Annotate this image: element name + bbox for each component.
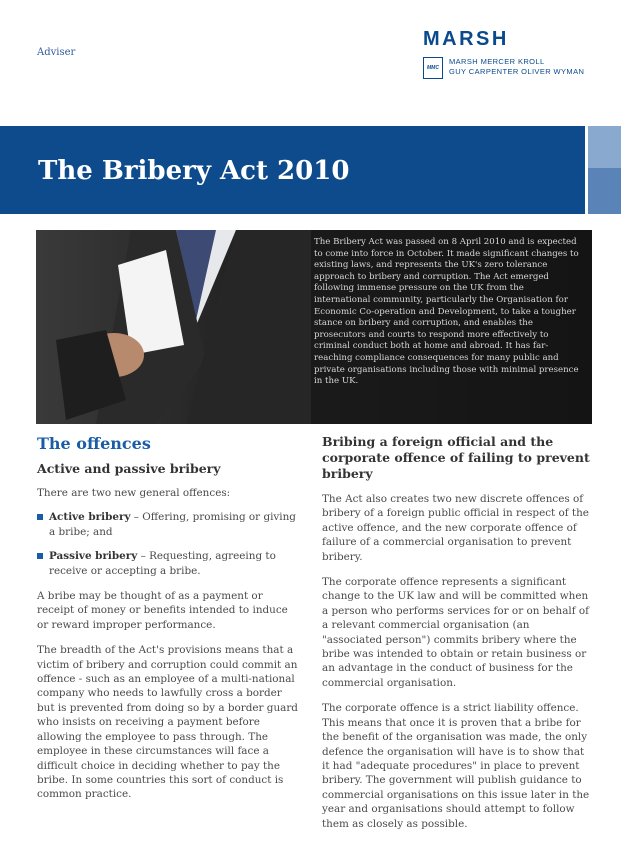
marsh-logo — [423, 28, 603, 79]
page-title: The Bribery Act 2010 — [38, 156, 350, 186]
bullet-text: – Offering, promising or giving a bribe; and — [49, 511, 296, 538]
accent-bar-light — [588, 126, 621, 168]
offences-heading: The offences — [37, 434, 151, 453]
active-passive-subheading: Active and passive bribery — [37, 461, 221, 476]
list-item — [37, 549, 299, 578]
bullet-text: – Requesting, agreeing to receive or accepting a bribe. — [49, 550, 276, 577]
right-column — [322, 434, 592, 831]
intro-paragraph: There are two new general offences: — [37, 487, 231, 499]
banner-accent-bars — [588, 126, 621, 214]
hero-image — [36, 230, 592, 424]
bribe-definition-paragraph: A bribe may be thought of as a payment or receipt of money or benefits intended to induce or reward improper performance. — [37, 590, 288, 631]
breadth-paragraph: The breadth of the Act's provisions means that a victim of bribery and corruption could commit an offence - such as an employee of a multi-national company who needs to lawfully cross a border but is prevented from doing so by a border guard who insists on receiving a payment before allowing the employee to pass through. The employee in these circumstances will face a difficult choice in deciding whether to pay the bribe. In some countries this sort of conduct is common practice. — [37, 644, 298, 801]
bullet-term: Passive bribery — [49, 550, 138, 563]
strict-liability-paragraph: The corporate offence is a strict liability offence. This means that once it is proven that a bribe for the benefit of the organisation was made, the only defence the organisation will have is to show that it had "adequate procedures" in place to prevent bribery. The government will publish guidance to commercial organisations on this issue later in the year and organisations should attempt to follow them as closely as possible. — [322, 702, 590, 830]
discrete-offences-paragraph: The Act also creates two new discrete offences of bribery of a foreign public official in respect of the active offence, and the new corporate offence of failure of a commercial organisation to prevent bribery. — [322, 493, 589, 563]
section-label: Adviser — [37, 47, 76, 58]
mmc-logo-icon: MMC — [423, 57, 443, 79]
logo-brand: MARSH — [423, 28, 509, 50]
left-column — [37, 434, 299, 802]
corporate-offence-paragraph: The corporate offence represents a significant change to the UK law and will be committed when a person who performs services for or on behalf of a relevant commercial organisation (an "associated person") commits bribery where the bribe was intended to obtain or retain business or an advantage in the conduct of business for the commercial organisation. — [322, 576, 589, 689]
bullet-square-icon — [37, 514, 43, 520]
logo-companies-line1: MARSH MERCER KROLL — [449, 57, 545, 66]
foreign-official-heading: Bribing a foreign official and the corporate offence of failing to prevent bribery — [322, 434, 590, 481]
intro-text: The Bribery Act was passed on 8 April 2010 and is expected to come into force in October. It made significant changes to existing laws, and represents the UK's zero tolerance approach to bribery and corruption. The Act emerged following immense pressure on the UK from the international community, particularly the Organisation for Economic Co-operation and Development, to take a tougher stance on bribery and corruption, and enables the prosecutors and courts to respond more effectively to criminal conduct both at home and abroad. It has far-reaching compliance consequences for many public and private organisations including those with minimal presence in the UK. — [314, 237, 579, 387]
logo-companies-line2: GUY CARPENTER OLIVER WYMAN — [449, 67, 585, 76]
bullet-square-icon — [37, 553, 43, 559]
list-item — [37, 510, 299, 539]
title-banner — [0, 126, 585, 214]
bullet-term: Active bribery — [49, 511, 131, 524]
